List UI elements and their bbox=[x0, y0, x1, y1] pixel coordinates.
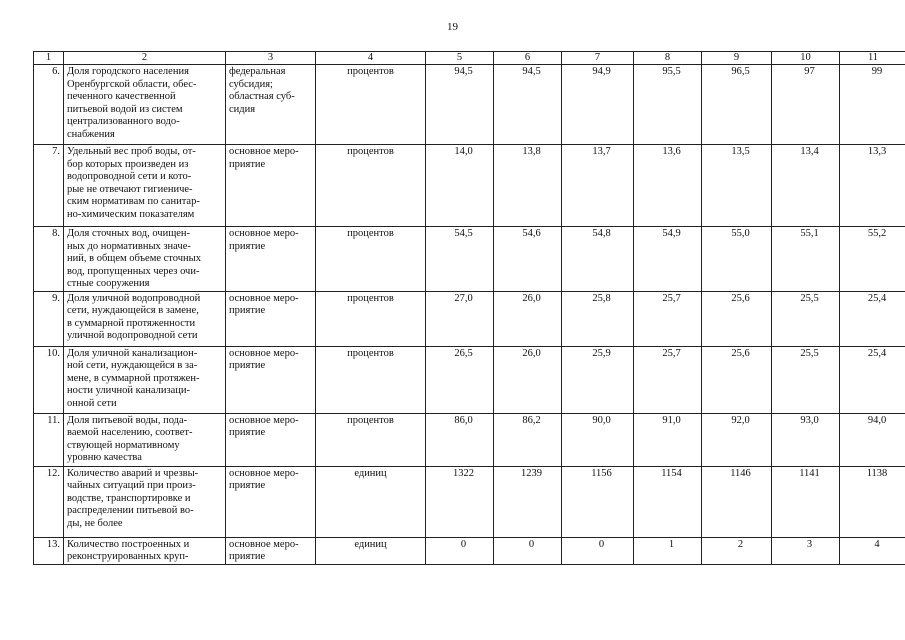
table-header-row bbox=[34, 52, 905, 65]
indicator-name bbox=[64, 291, 226, 346]
value-cell bbox=[702, 537, 772, 564]
value-text: 0 bbox=[528, 538, 535, 550]
funding-source bbox=[226, 227, 316, 292]
value-text: 90,0 bbox=[592, 414, 611, 426]
value-text: 1146 bbox=[730, 467, 751, 479]
value-text: 0 bbox=[460, 538, 467, 550]
column-header-5: 5 bbox=[426, 52, 494, 65]
text-line: основное меро- bbox=[229, 228, 299, 239]
text-line: стные сооружения bbox=[67, 278, 150, 289]
value-text: 96,5 bbox=[731, 66, 750, 77]
value-text: 0 bbox=[598, 538, 605, 550]
text-line: областная суб- bbox=[229, 91, 295, 102]
unit-of-measure: процентов bbox=[316, 145, 426, 227]
value-text: 1322 bbox=[453, 467, 474, 479]
value-cell bbox=[840, 291, 905, 346]
value-text: 1154 bbox=[661, 467, 682, 479]
value-text: 1141 bbox=[799, 467, 820, 479]
value-cell bbox=[562, 291, 634, 346]
text-line: печенного качественной bbox=[67, 91, 176, 102]
text-line: Доля сточных вод, очищен- bbox=[67, 228, 191, 239]
value-cell bbox=[634, 413, 702, 466]
value-text: 25,5 bbox=[800, 347, 819, 359]
funding-source bbox=[226, 466, 316, 537]
value-cell bbox=[840, 466, 905, 537]
text-line: основное меро- bbox=[229, 347, 299, 359]
value-text: 94,5 bbox=[454, 66, 473, 77]
column-header-3: 3 bbox=[226, 52, 316, 65]
value-cell bbox=[426, 227, 494, 292]
value-text: 95,5 bbox=[662, 66, 681, 77]
value-text: 1 bbox=[668, 538, 675, 550]
value-cell bbox=[562, 466, 634, 537]
value-cell bbox=[426, 466, 494, 537]
text-line: основное меро- bbox=[229, 292, 299, 304]
text-line: приятие bbox=[229, 551, 266, 562]
text-line: субсидия; bbox=[229, 78, 273, 90]
text-line: Оренбургской области, обес- bbox=[67, 78, 197, 90]
value-text: 25,8 bbox=[592, 292, 611, 304]
value-cell bbox=[426, 145, 494, 227]
text-line: уличной водопроводной сети bbox=[67, 330, 198, 341]
value-cell bbox=[494, 145, 562, 227]
text-line: чайных ситуаций при произ- bbox=[67, 480, 196, 491]
text-line: распределении питьевой во- bbox=[67, 505, 194, 516]
text-line: основное меро- bbox=[229, 146, 299, 157]
value-text: 54,5 bbox=[454, 228, 473, 239]
page-number: 19 bbox=[447, 21, 458, 33]
funding-source bbox=[226, 65, 316, 145]
text-line: бор которых произведен из bbox=[67, 158, 189, 170]
text-line: основное меро- bbox=[229, 538, 299, 550]
text-line: Доля уличной водопроводной bbox=[67, 292, 201, 304]
text-line: ности уличной канализаци- bbox=[67, 385, 191, 396]
value-cell bbox=[634, 466, 702, 537]
value-cell bbox=[426, 65, 494, 145]
text-line: сети, нуждающейся в замене, bbox=[67, 305, 199, 316]
value-cell bbox=[562, 145, 634, 227]
row-number: 7. bbox=[34, 145, 64, 227]
table-row bbox=[34, 413, 905, 466]
text-line: ствующей нормативному bbox=[67, 439, 180, 451]
value-cell bbox=[562, 537, 634, 564]
value-cell bbox=[772, 65, 840, 145]
table-row bbox=[34, 466, 905, 537]
value-text: 1239 bbox=[521, 467, 542, 479]
indicator-name bbox=[64, 227, 226, 292]
value-cell bbox=[494, 466, 562, 537]
value-text: 25,7 bbox=[662, 347, 681, 359]
value-cell bbox=[494, 291, 562, 346]
funding-source bbox=[226, 145, 316, 227]
unit-of-measure: единиц bbox=[316, 537, 426, 564]
text-line: вод, пропущенных через очи- bbox=[67, 265, 200, 277]
value-cell bbox=[426, 537, 494, 564]
value-text: 25,4 bbox=[867, 292, 887, 304]
unit-of-measure: единиц bbox=[316, 466, 426, 537]
row-number: 11. bbox=[34, 413, 64, 466]
value-text: 99 bbox=[871, 66, 883, 77]
row-number: 6. bbox=[34, 65, 64, 145]
row-number: 12. bbox=[34, 466, 64, 537]
text-line: приятие bbox=[229, 480, 266, 491]
text-line: ваемой населению, соответ- bbox=[67, 427, 193, 438]
value-cell bbox=[702, 346, 772, 413]
value-text: 25,7 bbox=[662, 292, 681, 304]
value-cell bbox=[772, 145, 840, 227]
value-cell bbox=[494, 227, 562, 292]
unit-of-measure: процентов bbox=[316, 346, 426, 413]
text-line: приятие bbox=[229, 158, 266, 170]
value-cell bbox=[634, 537, 702, 564]
indicator-name bbox=[64, 145, 226, 227]
value-text: 27,0 bbox=[454, 292, 473, 304]
text-line: ной сети, нуждающейся в за- bbox=[67, 360, 198, 371]
value-text: 55,0 bbox=[731, 228, 750, 239]
text-line: Доля городского населения bbox=[67, 66, 189, 77]
row-number: 10. bbox=[34, 346, 64, 413]
table-row bbox=[34, 537, 905, 564]
value-cell bbox=[840, 65, 905, 145]
value-cell bbox=[772, 227, 840, 292]
value-text: 94,0 bbox=[867, 414, 887, 426]
text-line: Доля уличной канализацион- bbox=[67, 347, 198, 359]
value-text: 94,5 bbox=[522, 66, 541, 77]
column-header-4: 4 bbox=[316, 52, 426, 65]
value-cell bbox=[634, 291, 702, 346]
text-line: Количество аварий и чрезвы- bbox=[67, 467, 199, 479]
value-cell bbox=[702, 65, 772, 145]
text-line: питьевой водой из систем bbox=[67, 103, 183, 115]
table-body bbox=[34, 52, 905, 565]
value-text: 91,0 bbox=[662, 414, 681, 426]
text-line: федеральная bbox=[229, 66, 286, 77]
value-text: 13,8 bbox=[522, 146, 541, 157]
value-text: 13,5 bbox=[731, 146, 750, 157]
value-cell bbox=[426, 346, 494, 413]
value-cell bbox=[702, 466, 772, 537]
text-line: водопроводной сети и кото- bbox=[67, 171, 192, 182]
text-line: сидия bbox=[229, 103, 256, 115]
value-text: 13,6 bbox=[662, 146, 681, 157]
text-line: реконструированных круп- bbox=[67, 551, 189, 562]
value-text: 54,9 bbox=[662, 228, 681, 239]
text-line: онной сети bbox=[67, 397, 117, 409]
row-number: 13. bbox=[34, 537, 64, 564]
indicator-name bbox=[64, 466, 226, 537]
value-text: 14,0 bbox=[454, 146, 473, 157]
indicator-name bbox=[64, 65, 226, 145]
value-cell bbox=[772, 537, 840, 564]
value-cell bbox=[494, 346, 562, 413]
unit-of-measure: процентов bbox=[316, 227, 426, 292]
value-text: 25,9 bbox=[592, 347, 611, 359]
value-cell bbox=[840, 413, 905, 466]
text-line: Удельный вес проб воды, от- bbox=[67, 146, 196, 157]
indicator-name bbox=[64, 413, 226, 466]
value-cell bbox=[702, 413, 772, 466]
value-cell bbox=[772, 291, 840, 346]
value-cell bbox=[702, 227, 772, 292]
value-text: 13,3 bbox=[867, 146, 887, 157]
text-line: ний, в общем объеме сточных bbox=[67, 253, 201, 264]
value-text: 93,0 bbox=[800, 414, 819, 426]
value-cell bbox=[634, 145, 702, 227]
text-line: ных до нормативных значе- bbox=[67, 240, 191, 252]
value-cell bbox=[634, 346, 702, 413]
value-cell bbox=[494, 65, 562, 145]
value-text: 54,6 bbox=[522, 228, 541, 239]
value-text: 13,7 bbox=[592, 146, 611, 157]
text-line: приятие bbox=[229, 360, 266, 371]
value-cell bbox=[494, 413, 562, 466]
value-text: 55,2 bbox=[867, 228, 887, 239]
value-text: 25,6 bbox=[731, 292, 750, 304]
text-line: водстве, транспортировке и bbox=[67, 492, 191, 504]
text-line: ды, не более bbox=[67, 517, 123, 529]
funding-source bbox=[226, 537, 316, 564]
text-line: Количество построенных и bbox=[67, 538, 190, 550]
text-line: приятие bbox=[229, 240, 266, 252]
value-text: 2 bbox=[737, 538, 744, 550]
value-text: 26,0 bbox=[522, 292, 541, 304]
text-line: в суммарной протяженности bbox=[67, 317, 196, 329]
value-cell bbox=[426, 413, 494, 466]
value-text: 1156 bbox=[591, 467, 612, 479]
unit-of-measure: процентов bbox=[316, 65, 426, 145]
text-line: ским нормативам по санитар- bbox=[67, 196, 200, 207]
column-header-10: 10 bbox=[772, 52, 840, 65]
value-cell bbox=[562, 346, 634, 413]
value-text: 54,8 bbox=[592, 228, 611, 239]
table-row bbox=[34, 291, 905, 346]
value-cell bbox=[634, 227, 702, 292]
text-line: Доля питьевой воды, пода- bbox=[67, 414, 188, 426]
value-text: 25,4 bbox=[867, 347, 887, 359]
column-header-6: 6 bbox=[494, 52, 562, 65]
unit-of-measure: процентов bbox=[316, 413, 426, 466]
value-cell bbox=[772, 413, 840, 466]
indicators-table bbox=[33, 51, 905, 565]
value-cell bbox=[840, 346, 905, 413]
column-header-11: 11 bbox=[840, 52, 905, 65]
value-text: 86,2 bbox=[522, 414, 541, 426]
indicator-name bbox=[64, 346, 226, 413]
value-cell bbox=[772, 346, 840, 413]
table-row bbox=[34, 227, 905, 292]
value-text: 13,4 bbox=[800, 146, 819, 157]
value-text: 4 bbox=[874, 538, 880, 550]
text-line: мене, в суммарной протяжен- bbox=[67, 372, 200, 384]
text-line: уровню качества bbox=[67, 452, 142, 463]
value-text: 25,5 bbox=[800, 292, 819, 304]
value-text: 94,9 bbox=[592, 66, 611, 77]
column-header-7: 7 bbox=[562, 52, 634, 65]
value-text: 26,5 bbox=[454, 347, 473, 359]
text-line: централизованного водо- bbox=[67, 116, 180, 127]
value-cell bbox=[702, 145, 772, 227]
value-text: 55,1 bbox=[800, 228, 819, 239]
value-cell bbox=[494, 537, 562, 564]
value-text: 1138 bbox=[866, 467, 888, 479]
funding-source bbox=[226, 413, 316, 466]
value-cell bbox=[772, 466, 840, 537]
column-header-2: 2 bbox=[64, 52, 226, 65]
table-row bbox=[34, 346, 905, 413]
value-text: 97 bbox=[804, 66, 815, 77]
value-cell bbox=[840, 537, 905, 564]
value-cell bbox=[426, 291, 494, 346]
value-cell bbox=[634, 65, 702, 145]
table-row bbox=[34, 65, 905, 145]
unit-of-measure: процентов bbox=[316, 291, 426, 346]
value-cell bbox=[840, 145, 905, 227]
text-line: рые не отвечают гигиениче- bbox=[67, 183, 193, 195]
value-text: 26,0 bbox=[522, 347, 541, 359]
value-cell bbox=[562, 413, 634, 466]
value-text: 25,6 bbox=[731, 347, 750, 359]
value-text: 86,0 bbox=[454, 414, 473, 426]
text-line: приятие bbox=[229, 427, 266, 438]
value-cell bbox=[562, 65, 634, 145]
column-header-9: 9 bbox=[702, 52, 772, 65]
text-line: основное меро- bbox=[229, 414, 299, 426]
indicator-name bbox=[64, 537, 226, 564]
value-cell bbox=[702, 291, 772, 346]
text-line: основное меро- bbox=[229, 467, 299, 479]
value-text: 3 bbox=[806, 538, 813, 550]
text-line: приятие bbox=[229, 305, 266, 316]
row-number: 9. bbox=[34, 291, 64, 346]
column-header-1: 1 bbox=[34, 52, 64, 65]
funding-source bbox=[226, 346, 316, 413]
text-line: снабжения bbox=[67, 128, 115, 140]
value-cell bbox=[840, 227, 905, 292]
funding-source bbox=[226, 291, 316, 346]
row-number: 8. bbox=[34, 227, 64, 292]
value-text: 92,0 bbox=[731, 414, 750, 426]
value-cell bbox=[562, 227, 634, 292]
column-header-8: 8 bbox=[634, 52, 702, 65]
text-line: но-химическим показателям bbox=[67, 208, 195, 220]
table-row bbox=[34, 145, 905, 227]
